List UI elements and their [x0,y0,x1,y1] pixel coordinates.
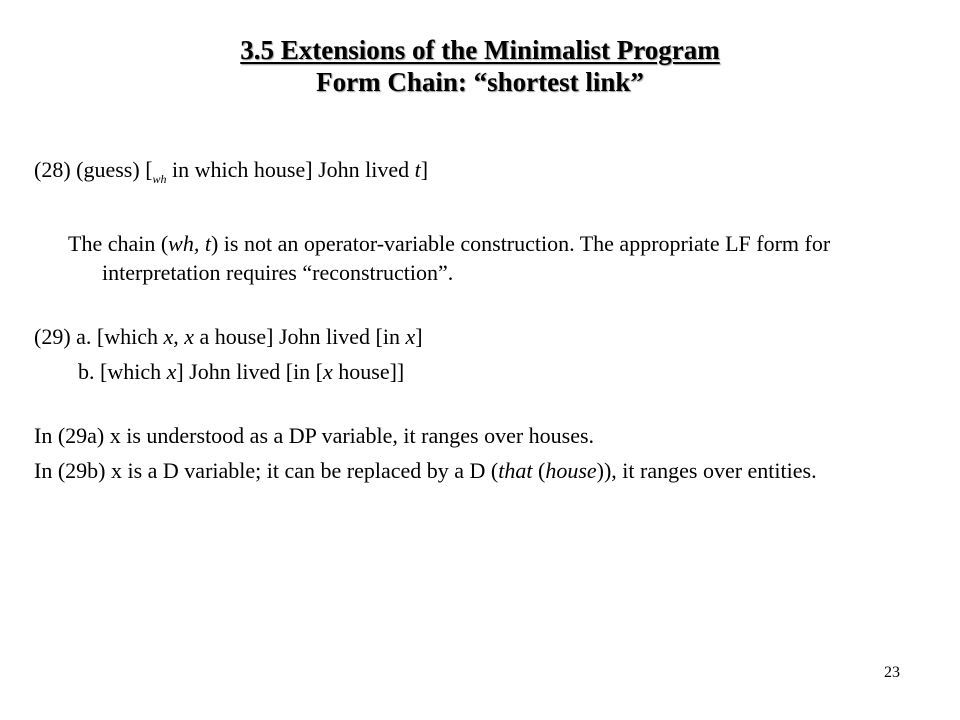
chain-text-a: The chain ( [68,231,169,256]
example-29b-text: house]] [332,359,405,384]
page-number: 23 [884,664,900,681]
example-29b [34,357,914,386]
example-28 [34,155,914,194]
word-house: house [545,458,597,483]
example-28-prefix: (28) (guess) [ [34,157,153,182]
variable-x: x [163,324,174,349]
example-29b-text: b. [which [78,359,167,384]
example-29b-text: ] John lived [in [ [176,359,324,384]
chain-text-b: ) is not an operator-variable construction. The appropriate LF form for interpretation requires “reconstruction”. [102,231,831,285]
explanation-29b [34,456,914,485]
section-heading: 3.5 Extensions of the Minimalist Program [240,35,720,65]
trace-symbol: t [414,157,421,182]
example-29a-text: , [173,324,185,349]
variable-x: x [184,324,195,349]
example-29a-text: ] [415,324,423,349]
word-that: that [498,458,533,483]
explanation-29a: In (29a) x is understood as a DP variable, it ranges over houses. [34,423,595,448]
slide-body [34,155,914,485]
wh-subscript: wh [152,172,167,186]
variable-x: x [166,359,177,384]
explanation-29b-text: ( [532,458,546,483]
explanation-29b-text: In (29b) x is a D variable; it can be replaced by a D ( [34,458,499,483]
slide-title [0,34,960,98]
variable-x: x [323,359,333,384]
chain-notation: wh, t [168,231,211,256]
example-28-middle: in which house] John lived [166,157,415,182]
chain-paragraph [34,229,914,287]
explanation-29b-text: )), it ranges over entities. [596,458,817,483]
example-29a-text: a house] John lived [in [194,324,406,349]
example-29a [34,322,914,351]
slide-subtitle: Form Chain: “shortest link” [316,67,644,97]
example-28-suffix: ] [420,157,429,182]
variable-x: x [405,324,416,349]
example-29a-text: (29) a. [which [34,324,164,349]
